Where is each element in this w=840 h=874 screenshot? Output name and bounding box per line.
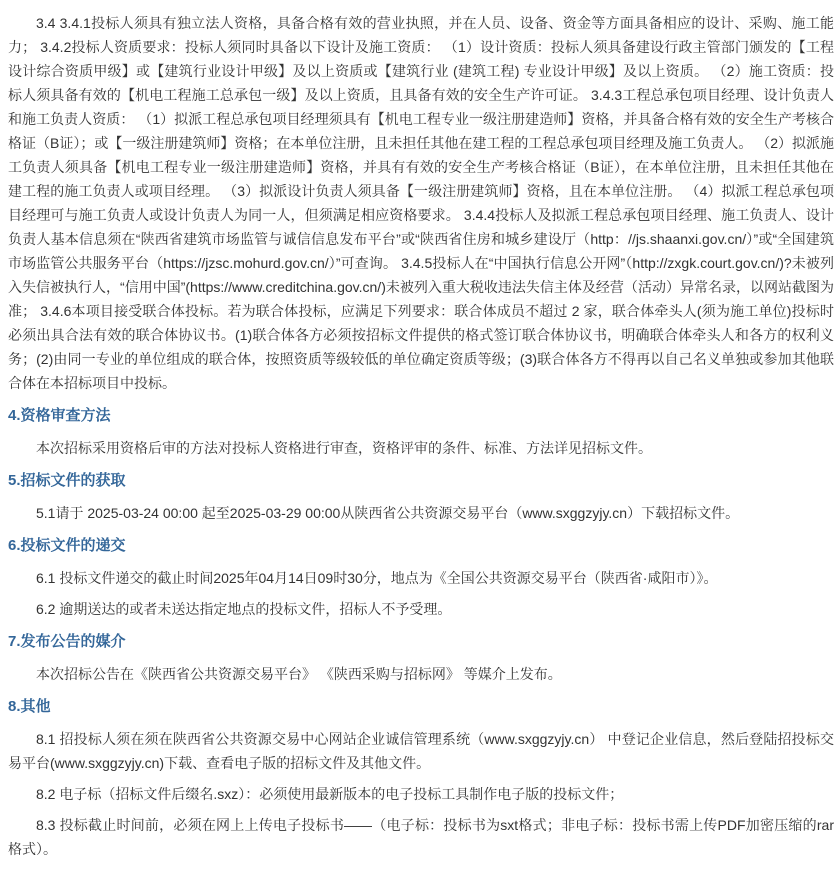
bid-submission-deadline-paragraph: 6.1 投标文件递交的截止时间2025年04月14日09时30分，地点为《全国公共资源交易平台（陕西省·咸阳市）》。 <box>36 570 718 586</box>
document-acquisition-paragraph: 5.1请于 2025-03-24 00:00 起至2025-03-29 00:00从陕西省公共资源交易平台（www.sxggzyjy.cn）下载招标文件。 <box>36 505 740 521</box>
section-heading-announcement-media: 7.发布公告的媒介 <box>8 633 126 650</box>
section-heading-others: 8.其他 <box>8 698 51 715</box>
others-registration-paragraph: 8.1 招投标人须在须在陕西省公共资源交易中心网站企业诚信管理系统（www.sxggzyjy.cn） 中登记企业信息，然后登陆招投标交易平台(www.sxggzyjy.cn)下载、查看电子版的招标文件及其他文件。 <box>8 731 834 771</box>
bidder-qualification-paragraph: 3.4 3.4.1投标人须具有独立法人资格，具备合格有效的营业执照，并在人员、设备、资金等方面具备相应的设计、采购、施工能力； 3.4.2投标人资质要求：投标人须同时具备以下设计及施工资质： （1）设计资质：投标人须具备建设行政主管部门颁发的【工程设计综合资质甲级】或【建筑行业设计甲级】及以上资质或【建筑行业 (建筑工程) 专业设计甲级】及以上资质。 （2）施工资质：投标人须具备有效的【机电工程施工总承包一级】及以上资质，且具备有效的安全生产许可证。 3.4.3工程总承包项目经理、设计负责人和施工负责人资质： （1）拟派工程总承包项目经理须具有【机电工程专业一级注册建造师】资格，并具备合格有效的安全生产考核合格证（B证）；或【一级注册建筑师】资格；在本单位注册，且未担任其他在建工程的工程总承包项目经理及施工负责人。 （2）拟派施工负责人须具备【机电工程专业一级注册建造师】资格，并具有有效的安全生产考核合格证（B证），在本单位注册，且未担任其他在建工程的施工负责人或项目经理。 （3）拟派设计负责人须具备【一级注册建筑师】资格，且在本单位注册。 （4）拟派工程总承包项目经理可与施工负责人或设计负责人为同一人，但须满足相应资格要求。 3.4.4投标人及拟派工程总承包项目经理、施工负责人、设计负责人基本信息须在“陕西省建筑市场监管与诚信信息发布平台”或“陕西省住房和城乡建设厅（http：//js.shaanxi.gov.cn/）”或“全国建筑市场监管公共服务平台（https://jzsc.mohurd.gov.cn/）”可查询。 3.4.5投标人在“中国执行信息公开网”（http://zxgk.court.gov.cn/)?未被列入失信被执行人，“信用中国”(https://www.creditchina.gov.cn/)未被列入重大税收违法失信主体及经营（活动）异常名录，以网站截图为准； 3.4.6本项目接受联合体投标。若为联合体投标，应满足下列要求：联合体成员不超过 2 家，联合体牵头人(须为施工单位)投标时必须出具合法有效的联合体协议书。(1)联合体各方必须按招标文件提供的格式签订联合体协议书，明确联合体牵头人和各方的权利义务；(2)由同一专业的单位组成的联合体，按照资质等级较低的单位确定资质等级；(3)联合体各方不得再以自己名义单独或参加其他联合体在本招标项目中投标。 <box>8 15 835 391</box>
section-heading-qualification-review: 4.资格审查方法 <box>8 407 111 424</box>
others-electronic-bid-paragraph: 8.2 电子标（招标文件后缀名.sxz）：必须使用最新版本的电子投标工具制作电子版的投标文件； <box>36 786 624 802</box>
section-heading-document-acquisition: 5.招标文件的获取 <box>8 472 126 489</box>
qualification-review-paragraph: 本次招标采用资格后审的方法对投标人资格进行审查，资格评审的条件、标准、方法详见招标文件。 <box>36 440 652 456</box>
others-upload-paragraph: 8.3 投标截止时间前，必须在网上上传电子投标书——（电子标：投标书为sxt格式；非电子标：投标书需上传PDF加密压缩的rar格式）。 <box>8 817 834 857</box>
section-heading-bid-submission: 6.投标文件的递交 <box>8 537 126 554</box>
bid-late-delivery-paragraph: 6.2 逾期送达的或者未送达指定地点的投标文件，招标人不予受理。 <box>36 601 452 617</box>
announcement-media-paragraph: 本次招标公告在《陕西省公共资源交易平台》 《陕西采购与招标网》 等媒介上发布。 <box>36 666 562 682</box>
